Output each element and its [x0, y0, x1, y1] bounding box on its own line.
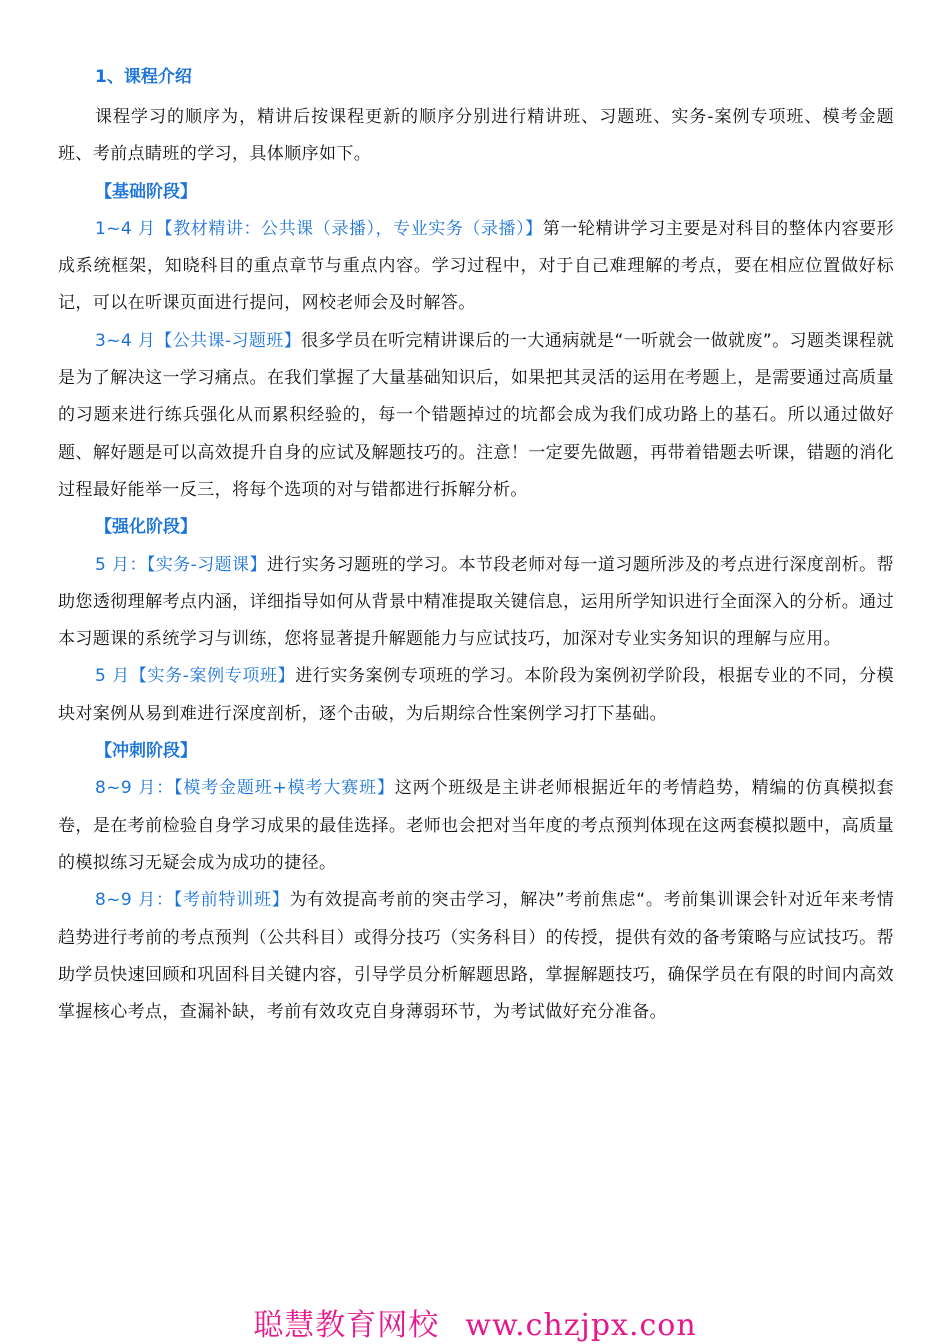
- course-paragraph: [58, 211, 894, 323]
- stage-title-strengthen: 【强化阶段】: [95, 517, 197, 538]
- section-title: 1、课程介绍: [95, 67, 192, 87]
- course-text: 进行实务案例专项班的学习。本阶段为案例初学阶段，根据专业的不同，分模块对案例从易到难进行深度剖析，逐个击破，为后期综合性案例学习打下基础。: [58, 666, 894, 724]
- course-text: 进行实务习题班的学习。本节段老师对每一道习题所涉及的考点进行深度剖析。帮助您透彻理解考点内涵，详细指导如何从背景中精准提取关键信息，运用所学知识进行全面深入的分析。通过本习题课的系统学习与训练，您将显著提升解题能力与应试技巧，加深对专业实务知识的理解与应用。: [58, 554, 895, 650]
- course-paragraph: [58, 658, 894, 733]
- footer-school-name: 聪慧教育网校: [253, 1308, 440, 1343]
- course-lead: 5 月【实务-案例专项班】: [95, 666, 296, 687]
- footer-watermark: [0, 1300, 950, 1344]
- course-lead: 3~4 月【公共课-习题班】: [95, 330, 302, 351]
- course-text: 很多学员在听完精讲课后的一大通病就是“一听就会一做就废”。习题类课程就是为了解决这一学习痛点。在我们掌握了大量基础知识后，如果把其灵活的运用在考题上，是需要通过高质量的习题来进行练兵强化从而累积经验的，每一个错题掉过的坑都会成为我们成功路上的基石。所以通过做好题、解好题是可以高效提升自身的应试及解题技巧的。注意！一定要先做题，再带着错题去听课，错题的消化过程最好能举一反三，将每个选项的对与错都进行拆解分析。: [58, 330, 894, 500]
- stage-title-basic: 【基础阶段】: [95, 181, 197, 202]
- footer-url: ww.chzjpx.con: [465, 1308, 697, 1343]
- course-text: 这两个班级是主讲老师根据近年的考情趋势，精编的仿真模拟套卷，是在考前检验自身学习成果的最佳选择。老师也会把对当年度的考点预判体现在这两套模拟题中，高质量的模拟练习无疑会成为成功的捷径。: [58, 778, 895, 873]
- course-paragraph: [58, 323, 894, 509]
- course-lead: 8~9 月：【模考金题班+模考大赛班】: [95, 778, 395, 799]
- course-paragraph: [58, 770, 894, 882]
- course-text: 为有效提高考前的突击学习，解决”考前焦虑“。考前集训课会针对近年来考情趋势进行考前的考点预判（公共科目）或得分技巧（实务科目）的传授，提供有效的备考策略与应试技巧。帮助学员快速回顾和巩固科目关键内容，引导学员分析解题思路，掌握解题技巧，确保学员在有限的时间内高效掌握核心考点，查漏补缺，考前有效攻克自身薄弱环节，为考试做好充分准备。: [58, 890, 894, 1023]
- course-text: 第一轮精讲学习主要是对科目的整体内容要形成系统框架，知晓科目的重点章节与重点内容。学习过程中，对于自己难理解的考点，要在相应位置做好标记，可以在听课页面进行提问，网校老师会及时解答。: [58, 218, 894, 314]
- stage-title-sprint: 【冲刺阶段】: [95, 741, 197, 762]
- course-paragraph: [58, 882, 894, 1031]
- intro-paragraph: 课程学习的顺序为，精讲后按课程更新的顺序分别进行精讲班、习题班、实务-案例专项班、模考金题班、考前点睛班的学习，具体顺序如下。: [58, 107, 894, 165]
- course-paragraph: [58, 547, 894, 659]
- course-lead: 8~9 月：【考前特训班】: [95, 890, 290, 911]
- document-body: [58, 62, 894, 1031]
- course-lead: 5 月：【实务-习题课】: [95, 554, 267, 575]
- course-lead: 1~4 月【教材精讲：公共课（录播），专业实务（录播）】: [95, 218, 543, 239]
